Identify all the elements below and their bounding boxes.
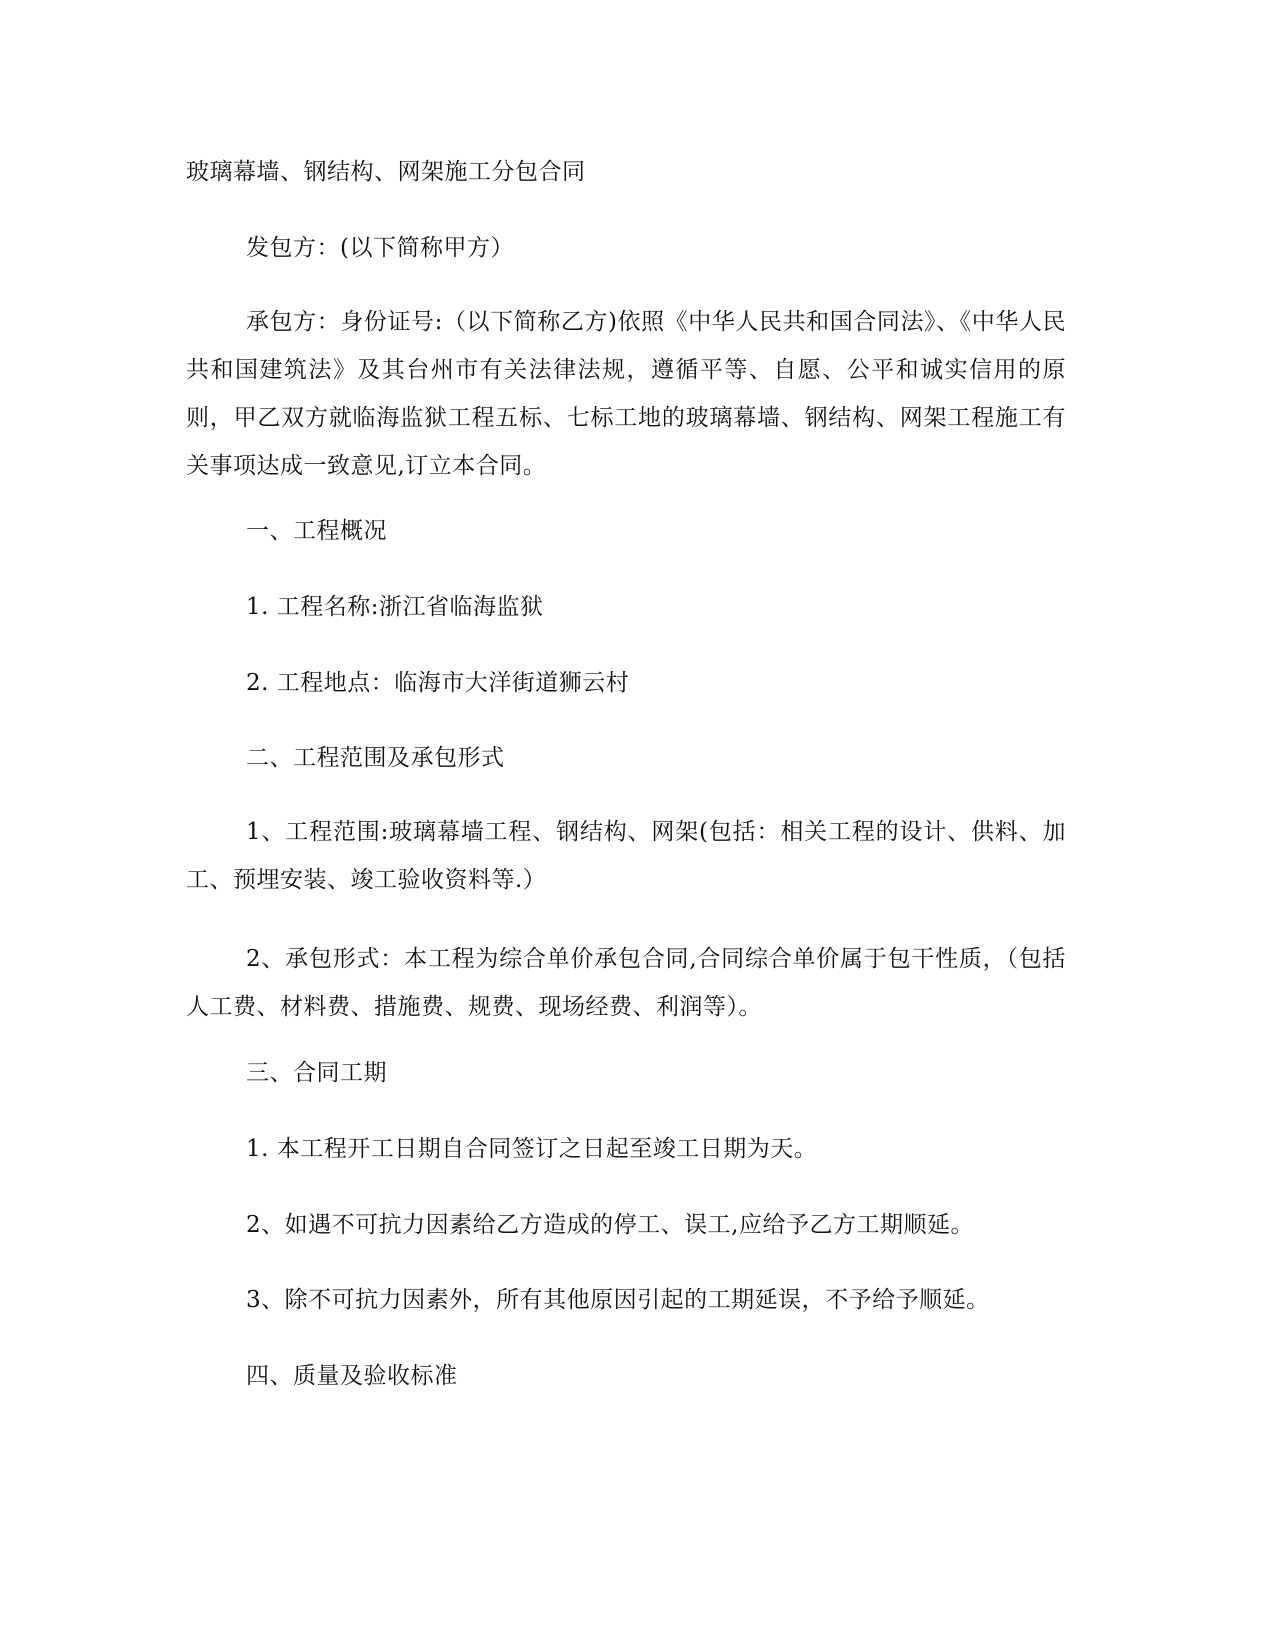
- section-3-item-3: 3、除不可抗力因素外，所有其他原因引起的工期延误，不予给予顺延。: [246, 1287, 990, 1313]
- section-3-item-1: 1. 本工程开工日期自合同签订之日起至竣工日期为天。: [246, 1136, 818, 1162]
- section-2-item-2: 2、承包形式：本工程为综合单价承包合同,合同综合单价属于包干性质，（包括人工费、材料费、措施费、规费、现场经费、利润等）。: [186, 946, 1066, 1020]
- section-1-item-2: 2. 工程地点：临海市大洋街道狮云村: [246, 670, 630, 696]
- party-a-line: 发包方：(以下简称甲方）: [246, 235, 514, 261]
- section-3-item-2: 2、如遇不可抗力因素给乙方造成的停工、误工,应给予乙方工期顺延。: [246, 1212, 974, 1238]
- section-2-heading: 二、工程范围及承包形式: [246, 745, 505, 771]
- section-2-item-1: 1、工程范围:玻璃幕墙工程、钢结构、网架(包括：相关工程的设计、供料、加工、预埋安装、竣工验收资料等.）: [186, 819, 1066, 893]
- section-3-heading: 三、合同工期: [246, 1060, 387, 1086]
- section-1-heading: 一、工程概况: [246, 518, 387, 544]
- document-title: 玻璃幕墙、钢结构、网架施工分包合同: [186, 159, 586, 185]
- section-4-heading: 四、质量及验收标准: [246, 1363, 458, 1389]
- party-b-paragraph: 承包方：身份证号:（以下简称乙方)依照《中华人民共和国合同法》、《中华人民共和国建筑法》及其台州市有关法律法规，遵循平等、自愿、公平和诚实信用的原则，甲乙双方就临海监狱工程五标、七标工地的玻璃幕墙、钢结构、网架工程施工有关事项达成一致意见,订立本合同。: [186, 309, 1066, 479]
- section-1-item-1: 1. 工程名称:浙江省临海监狱: [246, 594, 544, 620]
